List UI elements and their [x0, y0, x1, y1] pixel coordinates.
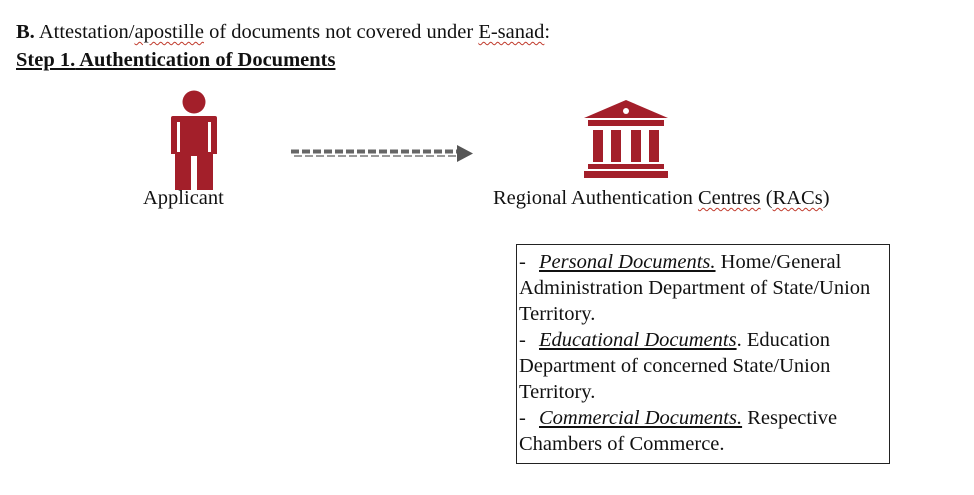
document-entry-educational	[519, 327, 883, 405]
entry-category: Educational Documents	[539, 329, 737, 351]
step-title: Authentication of Documents	[75, 49, 336, 71]
heading-apostille: apostille	[134, 21, 204, 43]
applicant-label: Applicant	[143, 187, 224, 209]
person-icon	[160, 90, 228, 190]
rac-label-suffix: )	[822, 187, 830, 209]
entry-bullet: -	[519, 251, 526, 273]
entry-authority: Home/General Administration Department of State/Union Territory.	[519, 251, 871, 325]
heading-middle: of documents not covered under	[203, 21, 479, 43]
rac-label	[493, 186, 830, 210]
entry-authority: . Education Department of concerned State/Union Territory.	[519, 329, 831, 403]
step-label: Step 1.	[16, 49, 76, 71]
entry-category: Commercial Documents.	[539, 407, 743, 429]
heading-prefix: Attestation/	[38, 21, 135, 43]
heading-suffix: :	[544, 21, 551, 43]
entry-authority: Respective Chambers of Commerce.	[519, 407, 838, 455]
step-heading	[16, 48, 335, 72]
rac-label-centres: Centres	[697, 187, 761, 209]
rac-label-prefix: Regional Authentication	[493, 187, 698, 209]
section-letter: B.	[16, 21, 35, 43]
document-entry-commercial	[519, 405, 883, 457]
dashed-arrow-icon	[291, 144, 473, 164]
rac-label-racs: RACs	[772, 187, 823, 209]
entry-bullet: -	[519, 329, 526, 351]
heading-esanad: E-sanad	[478, 21, 545, 43]
entry-category: Personal Documents.	[539, 251, 716, 273]
section-heading	[16, 20, 550, 44]
document-entry-personal	[519, 249, 883, 327]
entry-bullet: -	[519, 407, 526, 429]
documents-box	[516, 244, 890, 464]
bank-building-icon	[584, 100, 668, 178]
rac-label-middle: (	[760, 187, 773, 209]
